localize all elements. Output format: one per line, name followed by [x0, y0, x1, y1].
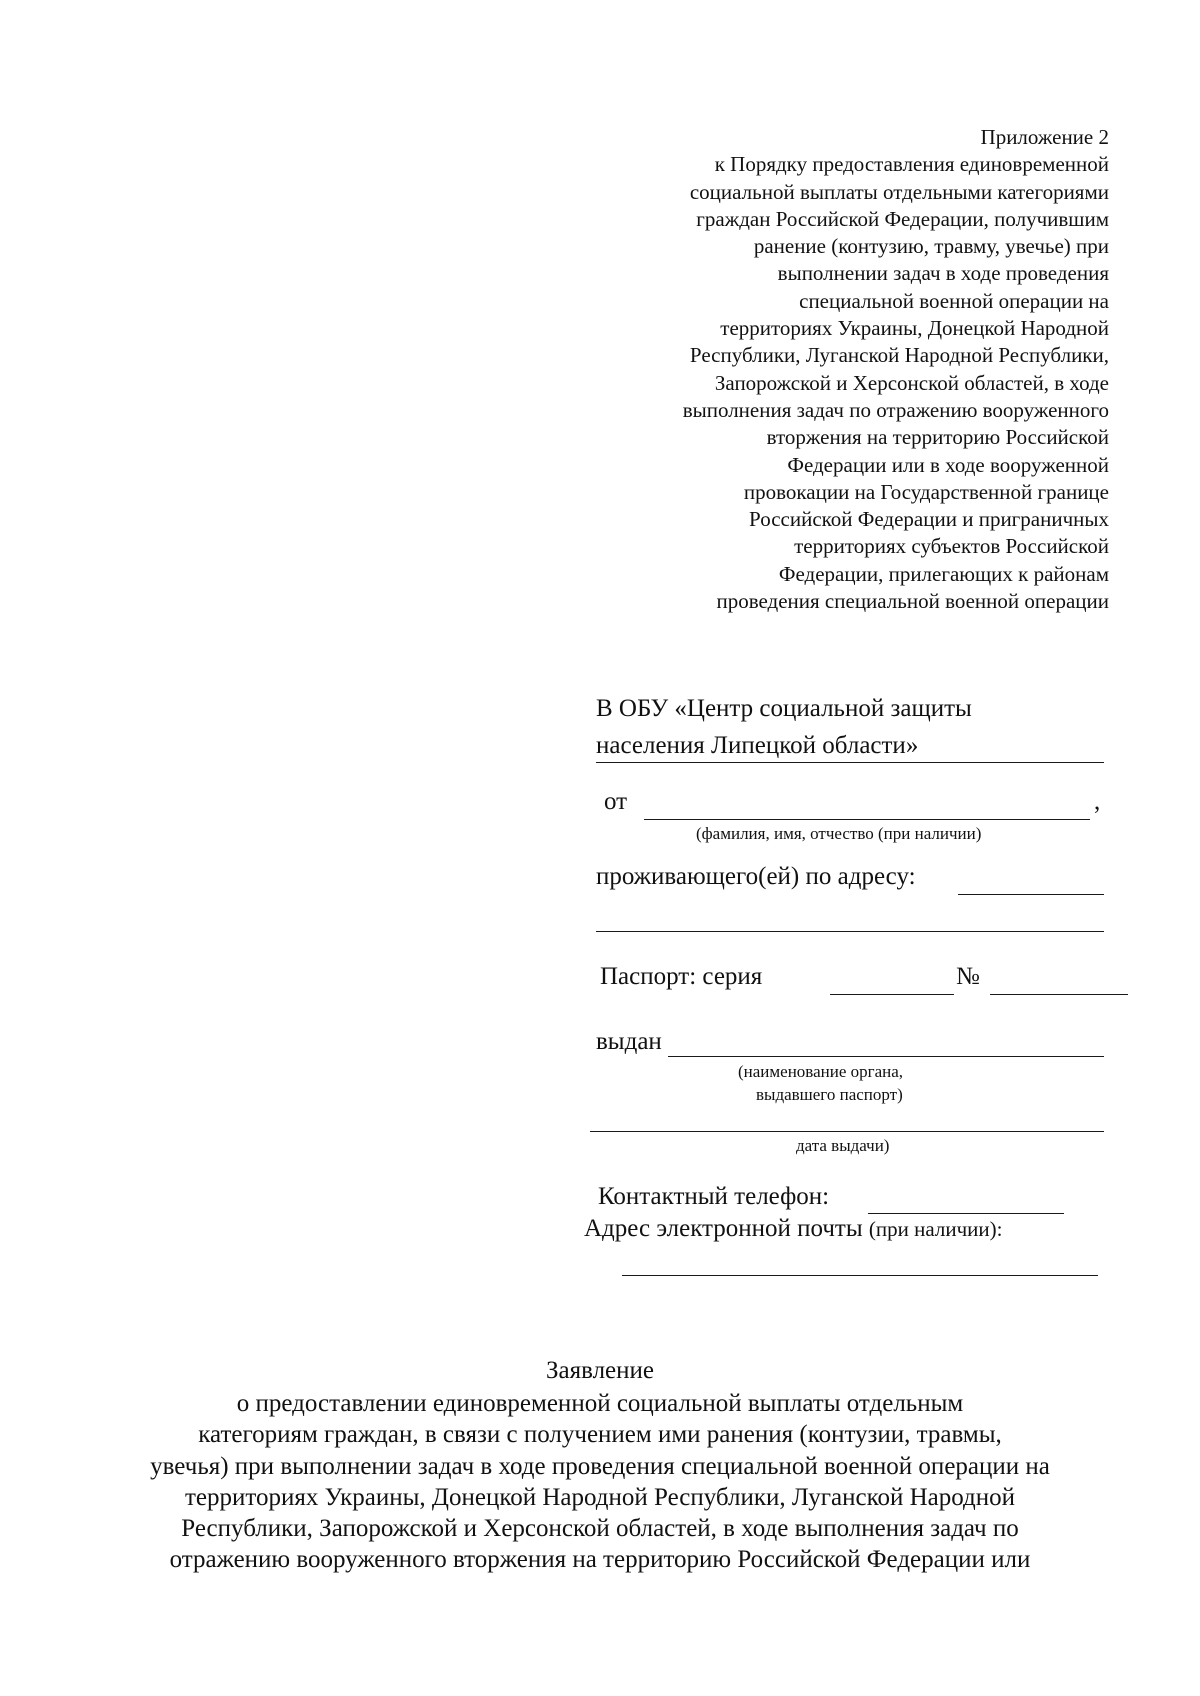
statement-title: Заявление — [545, 1357, 655, 1384]
annex-line: выполнении задач в ходе проведения — [777, 261, 1109, 286]
full-name-hint: (фамилия, имя, отчество (при наличии) — [696, 824, 982, 843]
statement-line: отражению вооруженного вторжения на территорию Российской Федерации или — [169, 1546, 1031, 1574]
annex-line: территориях Украины, Донецкой Народной — [720, 316, 1109, 341]
annex-line: социальной выплаты отдельными категориями — [689, 179, 1109, 204]
email-label-text: Адрес электронной почты — [584, 1215, 863, 1242]
statement-line: категориям граждан, в связи с получением ими ранения (контузии, травмы, — [198, 1421, 1002, 1449]
passport-number-field[interactable] — [990, 994, 1128, 995]
annex-line: Приложение 2 — [980, 125, 1109, 149]
recipient-line-1: В ОБУ «Центр социальной защиты — [596, 695, 972, 722]
statement-line: о предоставлении единовременной социальной выплаты отдельным — [236, 1390, 964, 1418]
issue-date-field[interactable] — [590, 1131, 1104, 1132]
annex-line: к Порядку предоставления единовременной — [714, 152, 1109, 177]
from-comma: , — [1094, 788, 1101, 815]
annex-line: проведения специальной военной операции — [716, 589, 1109, 614]
address-field-1[interactable] — [958, 894, 1104, 895]
issued-hint-line-2: выдавшего паспорт) — [756, 1085, 903, 1104]
annex-line: выполнения задач по отражению вооруженного — [682, 397, 1109, 422]
email-hint: (при наличии): — [868, 1217, 1003, 1241]
annex-line: ранение (контузию, травму, увечье) при — [753, 234, 1109, 259]
issued-by-field[interactable] — [668, 1056, 1104, 1057]
from-label: от — [604, 788, 628, 815]
recipient-underline — [596, 762, 1104, 763]
annex-line: Республики, Луганской Народной Республики, — [689, 343, 1109, 368]
passport-series-label: Паспорт: серия — [600, 963, 763, 990]
email-field[interactable] — [622, 1275, 1098, 1276]
issue-date-hint: дата выдачи) — [796, 1136, 890, 1155]
annex-line: территориях субъектов Российской — [794, 534, 1109, 559]
address-field-2[interactable] — [596, 931, 1104, 932]
phone-field[interactable] — [868, 1213, 1064, 1214]
issued-hint-line-1: (наименование органа, — [738, 1062, 904, 1081]
statement-line: увечья) при выполнении задач в ходе проведения специальной военной операции на — [150, 1452, 1050, 1480]
statement-block — [50, 1355, 1150, 1575]
phone-label: Контактный телефон: — [598, 1183, 830, 1210]
annex-line: Запорожской и Херсонской областей, в ходе — [714, 370, 1109, 395]
passport-number-label: № — [956, 963, 980, 990]
statement-line: Республики, Запорожской и Херсонской областей, в ходе выполнения задач по — [181, 1515, 1019, 1543]
annex-line: граждан Российской Федерации, получившим — [696, 206, 1109, 231]
statement-line: территориях Украины, Донецкой Народной Республики, Луганской Народной — [185, 1483, 1015, 1511]
annex-line: Российской Федерации и приграничных — [749, 507, 1109, 532]
annex-line: Федерации, прилегающих к районам — [778, 561, 1109, 586]
annex-line: специальной военной операции на — [799, 288, 1109, 313]
annex-line: провокации на Государственной границе — [743, 479, 1109, 504]
email-label — [584, 1215, 1002, 1243]
passport-series-field[interactable] — [830, 994, 954, 995]
annex-line: вторжения на территорию Российской — [766, 425, 1109, 450]
issued-label: выдан — [596, 1028, 662, 1055]
annex-header — [589, 124, 1109, 615]
address-label: проживающего(ей) по адресу: — [596, 863, 916, 890]
recipient-line-2: населения Липецкой области» — [596, 732, 919, 759]
full-name-field[interactable] — [644, 819, 1090, 820]
annex-line: Федерации или в ходе вооруженной — [787, 452, 1109, 477]
